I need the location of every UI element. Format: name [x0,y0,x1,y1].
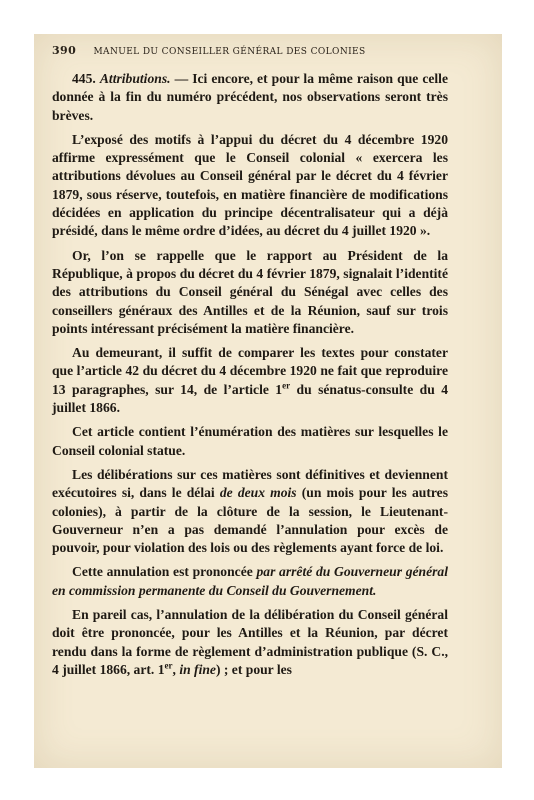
paragraph: Or, l’on se rappelle que le rapport au Président de la République, à propos du décret du 4 février 1879, signalait l’identité des attributions du Conseil général du Sénégal avec celles des conseillers généraux des Antilles et de la Réunion, sauf sur trois points intéressant précisément la matière financière. [52,247,448,336]
section-title: Attributions. [99,71,171,86]
running-header [52,44,452,57]
paragraph: Cet article contient l’énumération des matières sur lesquelles le Conseil colonial statue. [52,424,448,458]
paragraph [52,563,448,600]
paragraph-text: , [172,661,180,677]
paragraph-text: Au demeurant, il suffit de comparer les textes pour constater que l’article 42 du décret du 4 décembre 1920 ne fait que reproduire 13 paragraphes, sur 14, de l’article 1 [52,345,448,397]
paragraph-text: Les délibérations sur ces matières sont définitives et deviennent exécutoires si, dans le délai [52,466,448,501]
body-text [52,70,448,685]
italic-text: par arrêté du Gouverneur général en commission permanente du Conseil du Gouvernement. [52,564,448,598]
section-number: 445. [72,71,96,86]
paragraph [52,344,448,417]
italic-text: in fine [179,661,216,677]
paragraph-text: ) ; et pour les [215,661,292,677]
paragraph [52,606,448,679]
superscript: er [282,380,291,391]
italic-text: de deux mois [219,485,297,501]
paragraph-text: En pareil cas, l’annulation de la délibération du Conseil général doit être prononcée, pour les Antilles et la Réunion, par décret rendu dans la forme de règlement d’administration publique (S. C., 4 juillet 1866, art. 1 [52,607,448,677]
paragraph-text: (un mois pour les autres colonies), à partir de la clôture de la session, le Lieutenant-Gouverneur n’en a pas demandé l’annulation pour excès de pouvoir, pour violation des lois ou des règlements ayant force de loi. [52,485,448,556]
superscript: er [164,660,173,671]
paragraph [52,466,448,557]
paragraph-text: du sénatus-consulte du 4 juillet 1866. [52,381,449,416]
paragraph-text: — Ici encore, et pour la même raison que celle donnée à la fin du numéro précédent, nos observations seront très brèves. [52,71,448,123]
running-title: MANUEL DU CONSEILLER GÉNÉRAL DES COLONIES [93,47,366,57]
paragraph-text: Cette annulation est prononcée [72,564,257,580]
paragraph-445 [52,70,448,125]
page-number: 390 [52,44,77,57]
paragraph: L’exposé des motifs à l’appui du décret du 4 décembre 1920 affirme expressément que le Conseil colonial « exercera les attributions dévolues au Conseil général par le décret du 4 février 1879, sous réserve, toutefois, en matière financière de modifications décidées en application du principe décentralisateur qui a déjà présidé, dans le même ordre d’idées, au décret du 4 juillet 1920 ». [52,131,448,239]
